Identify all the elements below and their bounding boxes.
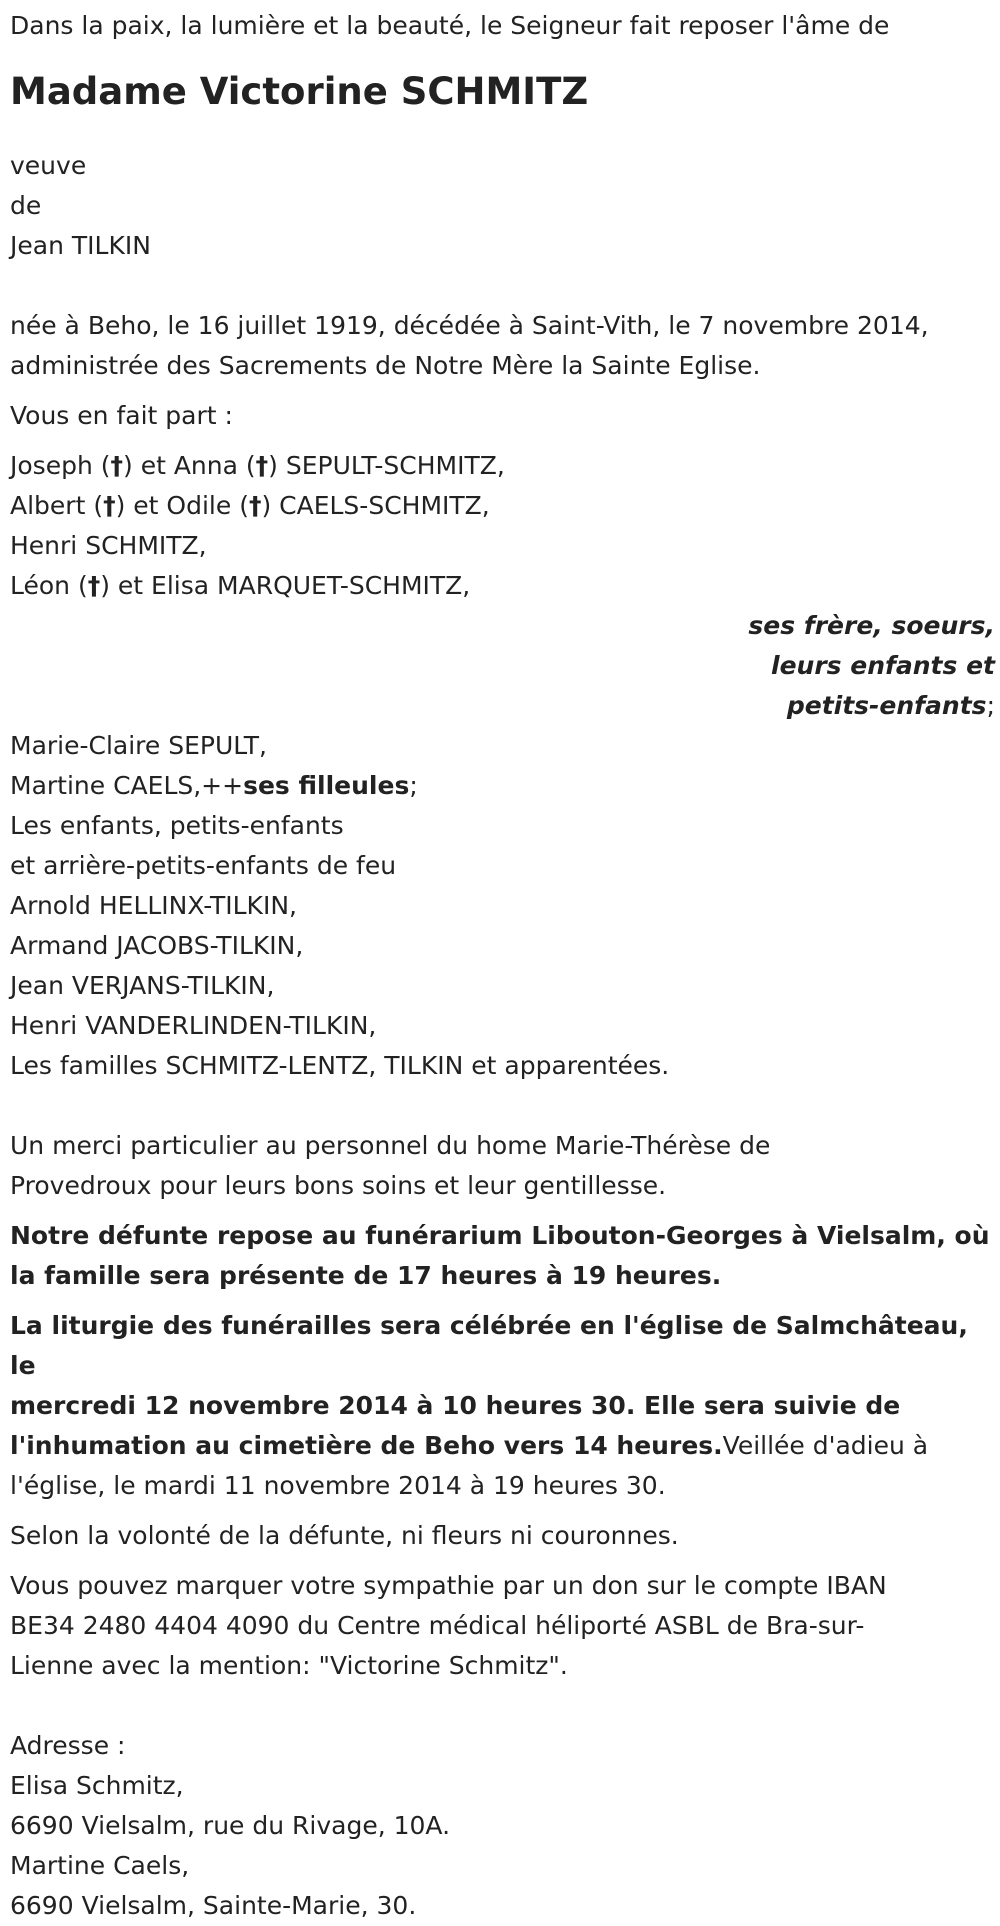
siblings-block: [10, 446, 1000, 606]
sibling-line: Albert (†) et Odile (†) CAELS-SCHMITZ,: [10, 491, 490, 520]
dagger-icon: †: [248, 491, 262, 520]
birth-death-line: administrée des Sacrements de Notre Mère la Sainte Eglise.: [10, 351, 761, 380]
address-line: Elisa Schmitz,: [10, 1771, 184, 1800]
widow-line: de: [10, 191, 42, 220]
family-line: Arnold HELLINX-TILKIN,: [10, 891, 297, 920]
dagger-icon: †: [110, 451, 123, 480]
deceased-name: Madame Victorine SCHMITZ: [10, 70, 589, 113]
intro-text: Dans la paix, la lumière et la beauté, le Seigneur fait reposer l'âme de: [10, 11, 890, 40]
dagger-icon: †: [103, 491, 116, 520]
widow-line: Jean TILKIN: [10, 231, 151, 260]
flowers-text: Selon la volonté de la défunte, ni fleurs ni couronnes.: [10, 1521, 679, 1550]
goddaughter-line: Martine CAELS,++ses filleules;: [10, 771, 418, 800]
address-label: Adresse :: [10, 1731, 126, 1760]
family-line: Jean VERJANS-TILKIN,: [10, 971, 275, 1000]
birth-death-block: [10, 306, 1000, 386]
goddaughter-line: Marie-Claire SEPULT,: [10, 731, 267, 760]
donation-block: Vous pouvez marquer votre sympathie par un don sur le compte IBAN BE34 2480 4404 4090 du Centre médical héliporté ASBL de Bra-sur- Lienne avec la mention: "Victorine Schmitz".: [10, 1571, 887, 1680]
family-line: Henri VANDERLINDEN-TILKIN,: [10, 1011, 377, 1040]
widow-block: [10, 146, 1000, 266]
liturgy-block: La liturgie des funérailles sera célébrée en l'église de Salmchâteau, le mercredi 12 novembre 2014 à 10 heures 30. Elle sera suivie de l'inhumation au cimetière de Beho vers 14 heures.Veillée d'adieu à l'église, le mardi 11 novembre 2014 à 19 heures 30.: [10, 1311, 968, 1500]
sibling-line: Henri SCHMITZ,: [10, 531, 207, 560]
dagger-icon: †: [87, 571, 101, 600]
address-line: 6690 Vielsalm, Sainte-Marie, 30.: [10, 1891, 417, 1920]
sibling-line: Joseph (†) et Anna (†) SEPULT-SCHMITZ,: [10, 451, 505, 480]
widow-line: veuve: [10, 151, 87, 180]
siblings-role: ses frère, soeurs, leurs enfants et petits-enfants;: [748, 611, 995, 720]
family-line: Armand JACOBS-TILKIN,: [10, 931, 304, 960]
address-line: 6690 Vielsalm, rue du Rivage, 10A.: [10, 1811, 451, 1840]
family-line: Les enfants, petits-enfants: [10, 811, 344, 840]
funerarium-block: Notre défunte repose au funérarium Libouton-Georges à Vielsalm, où la famille sera présente de 17 heures à 19 heures.: [10, 1221, 990, 1290]
address-line: Martine Caels,: [10, 1851, 190, 1880]
sibling-line: Léon (†) et Elisa MARQUET-SCHMITZ,: [10, 571, 471, 600]
thanks-block: Un merci particulier au personnel du home Marie-Thérèse de Provedroux pour leurs bons soins et leur gentillesse.: [10, 1131, 771, 1200]
announce-label: Vous en fait part :: [10, 401, 233, 430]
families-block: [10, 806, 1000, 1086]
dagger-icon: †: [255, 451, 269, 480]
birth-death-line: née à Beho, le 16 juillet 1919, décédée à Saint-Vith, le 7 novembre 2014,: [10, 311, 929, 340]
address-block: [10, 1726, 1000, 1926]
family-line: Les familles SCHMITZ-LENTZ, TILKIN et apparentées.: [10, 1051, 670, 1080]
goddaughters-block: [10, 726, 1000, 806]
family-line: et arrière-petits-enfants de feu: [10, 851, 397, 880]
